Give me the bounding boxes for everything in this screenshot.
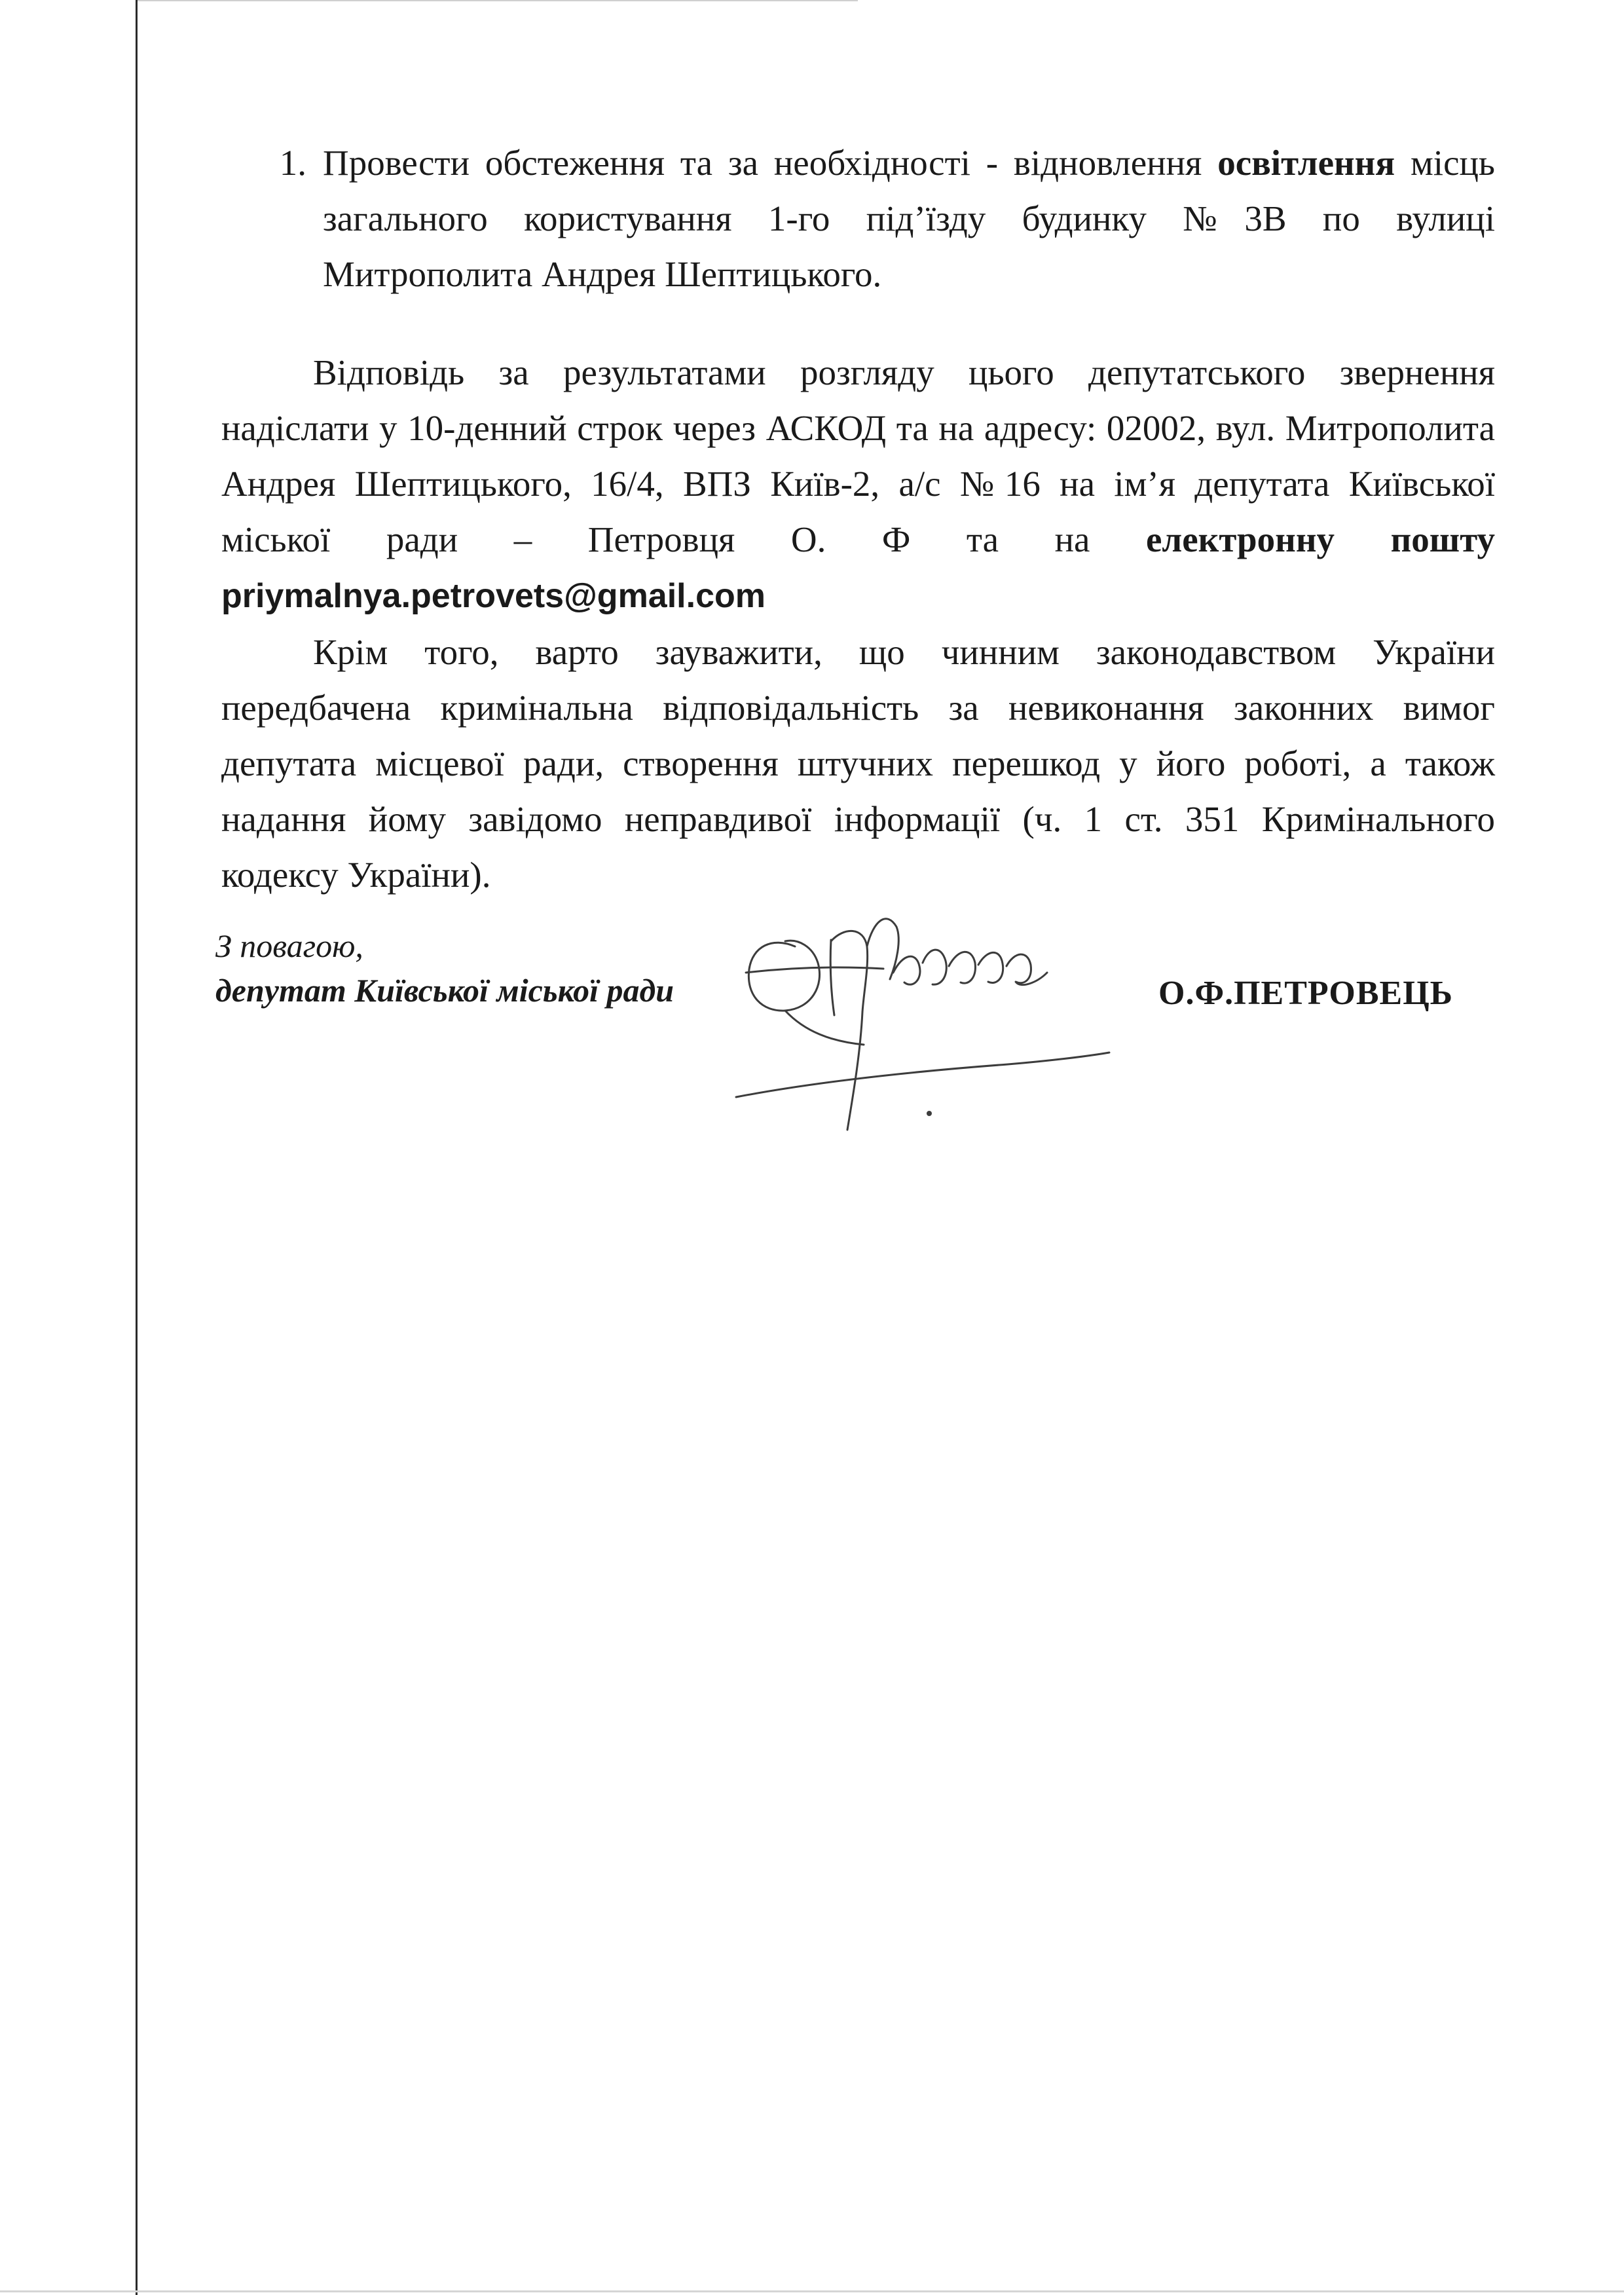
list-number: 1. — [279, 143, 306, 183]
response-bold-text: електронну пошту — [1146, 519, 1495, 559]
list-item-text — [323, 135, 1495, 302]
document-body — [221, 135, 1495, 903]
handwritten-signature — [733, 901, 1113, 1136]
scan-edge-bottom — [0, 2290, 1624, 2292]
item-text-end: місць загального користування 1-го під’їзду будинку №3В по вулиці Митрополита Андрея Шептицького. — [323, 143, 1495, 294]
email-address: priymalnya.petrovets@gmail.com — [221, 577, 766, 615]
list-item-1 — [221, 135, 1495, 302]
paragraph-liability: Крім того, варто зауважити, що чинним законодавством України передбачена кримінальна відповідальність за невиконання законних вимог депутата місцевої ради, створення штучних перешкод у його роботі, а також надання йому завідомо неправдивої інформації (ч. 1 ст. 351 Кримінального кодексу України). — [221, 632, 1495, 895]
item-text-start: Провести обстеження та за необхідності - відновлення — [323, 143, 1218, 183]
signer-name: О.Ф.ПЕТРОВЕЦЬ — [1158, 975, 1454, 1012]
scan-edge-left — [136, 0, 138, 2295]
closing-regards: З повагою, — [215, 927, 363, 964]
signer-position: депутат Київської міської ради — [215, 972, 674, 1009]
spacer — [221, 302, 1495, 345]
item-bold-word: освітлення — [1217, 143, 1395, 183]
response-text: Відповідь за результатами розгляду цього депутатського звернення надіслати у 10-денний строк через АСКОД та на адресу: 02002, вул. Митрополита Андрея Шептицького, 16/4, ВПЗ Київ-2, а/с №16 на ім’я депутата Київської міської ради – Петровця О. Ф та на — [221, 352, 1495, 559]
paragraph-response — [221, 345, 1495, 624]
closing-block — [215, 927, 1492, 1143]
scan-edge-top — [138, 0, 858, 1]
